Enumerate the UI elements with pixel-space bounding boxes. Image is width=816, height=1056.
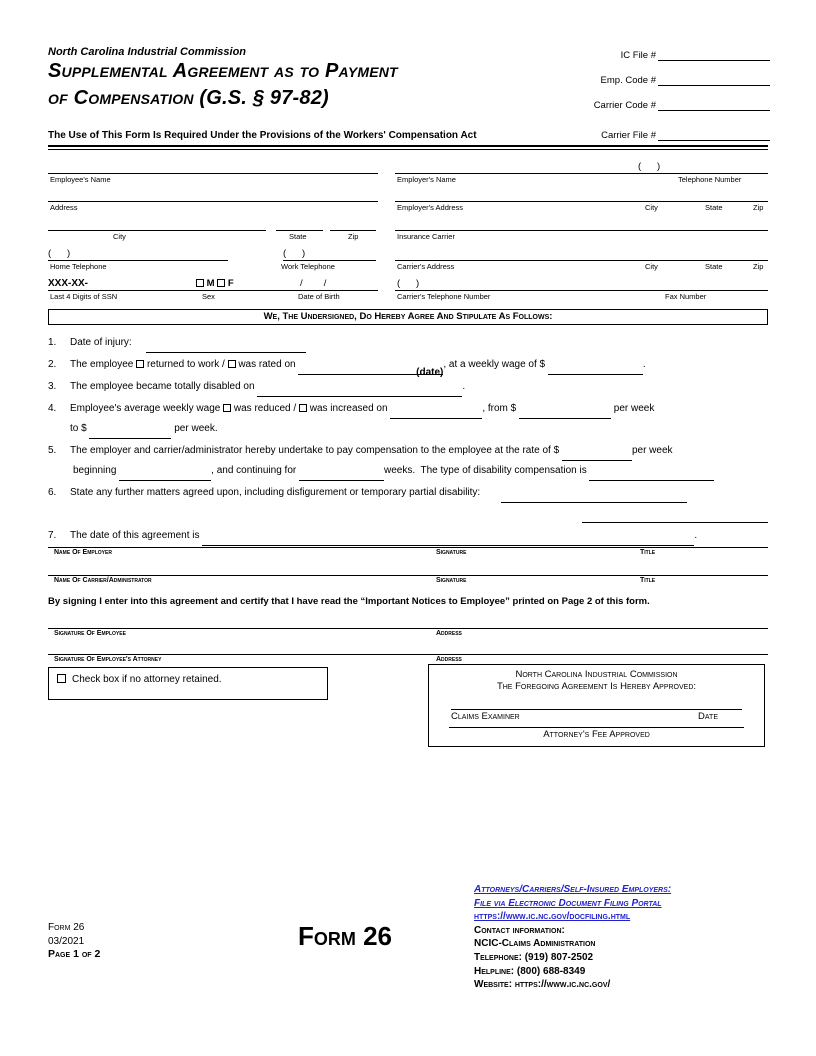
carrier-file-label: Carrier File # [601, 130, 656, 141]
signature-of-attorney-label: Signature Of Employee's Attorney [54, 656, 162, 663]
ncic-claims-administration: NCIC-Claims Administration [474, 938, 596, 950]
item-1-number: 1. [48, 337, 57, 348]
work-phone-area-code: ( ) [283, 248, 306, 259]
carrier-file-line[interactable] [658, 130, 770, 141]
header-code-fields [588, 47, 770, 122]
wage-change-date-line[interactable] [390, 407, 482, 419]
returned-to-work-checkbox[interactable] [136, 360, 144, 368]
employee-state-label: State [289, 232, 307, 241]
item-4-text-f: to $ [70, 423, 87, 434]
helpline-number: Helpline: (800) 688-8349 [474, 965, 586, 977]
form-title-line2: of Compensation (G.S. § 97-82) [48, 87, 329, 109]
carrier-address-label: Carrier's Address [397, 262, 455, 271]
item-6-text: State any further matters agreed upon, including disfigurement or temporary partial disability: [70, 487, 481, 498]
signature-of-employee-label: Signature Of Employee [54, 630, 126, 637]
employee-signature-line[interactable] [48, 628, 768, 629]
beginning-date-line[interactable] [119, 469, 211, 481]
home-phone-line[interactable] [48, 260, 228, 261]
item-5-text-e: weeks. The type of disability compensation is [384, 465, 587, 476]
employee-ssn-sex-dob-row [48, 271, 378, 301]
employee-section [48, 152, 378, 301]
stipulation-items [48, 333, 768, 548]
item-4-text-g: per week. [174, 423, 218, 434]
name-of-employer-label: Name Of Employer [54, 549, 112, 556]
emp-code-line[interactable] [658, 75, 770, 86]
carrier-phone-line[interactable] [395, 290, 768, 291]
sex-female-checkbox[interactable] [217, 279, 225, 287]
item-2-text-e: . [642, 359, 646, 370]
item-6 [48, 483, 768, 523]
employer-address-row [395, 184, 768, 212]
signing-notice: By signing I enter into this agreement and certify that I have read the “Important Notices to Employee” printed on Page 2 of this form. [48, 596, 650, 607]
no-attorney-box [48, 667, 328, 700]
carrier-phone-row [395, 271, 768, 301]
efile-portal-text: File via Electronic Document Filing Portal [474, 897, 662, 909]
wage-to-line[interactable] [89, 427, 171, 439]
emp-code-field [588, 72, 770, 86]
weeks-line[interactable] [299, 469, 384, 481]
footer-left [48, 921, 100, 962]
carrier-zip-label: Zip [753, 262, 764, 271]
item-7-number: 7. [48, 530, 57, 541]
employer-signature-row [48, 535, 768, 561]
wage-from-line[interactable] [519, 407, 611, 419]
item-2-text-b: returned to work / [146, 359, 225, 370]
employer-phone-label: Telephone Number [678, 175, 742, 184]
carrier-code-label: Carrier Code # [593, 100, 656, 111]
dob-slash-mask: / / [300, 278, 327, 289]
employer-signature-label: Signature [436, 549, 467, 556]
carrier-signature-line[interactable] [48, 575, 768, 576]
sex-checkboxes [196, 278, 234, 289]
employer-name-label: Employer's Name [397, 175, 456, 184]
employer-name-line[interactable] [395, 173, 768, 174]
employer-zip-label: Zip [753, 203, 764, 212]
commission-approval-box [428, 664, 765, 747]
fax-label: Fax Number [665, 292, 707, 301]
employee-name-line[interactable] [48, 173, 378, 174]
item-5-text-c: beginning [73, 465, 117, 476]
employer-phone-area-code: ( ) [638, 161, 661, 172]
item-7-text-b: . [694, 530, 698, 541]
emp-code-label: Emp. Code # [600, 75, 656, 86]
footer-form-title: Form 26 [298, 921, 393, 951]
claims-examiner-label: Claims Examiner [451, 711, 520, 722]
dob-label: Date of Birth [298, 292, 340, 301]
carrier-signature-row [48, 563, 768, 589]
carrier-title-label: Title [640, 577, 656, 584]
item-4-text-e: per week [613, 403, 655, 414]
employee-phones-row [48, 241, 378, 271]
item-4-text-c: was increased on [309, 403, 388, 414]
approval-commission-name: North Carolina Industrial Commission [515, 669, 678, 680]
employee-state-line[interactable] [276, 230, 323, 231]
sex-label: Sex [202, 292, 215, 301]
employee-address-label2: Address [436, 630, 462, 637]
stipulation-banner: We, The Undersigned, Do Hereby Agree And Stipulate As Follows: [48, 309, 768, 325]
employer-name-row [395, 152, 768, 184]
no-attorney-label: Check box if no attorney retained. [72, 674, 222, 685]
item-5 [48, 441, 768, 481]
carrier-state-label: State [705, 262, 723, 271]
item-2 [48, 355, 768, 378]
employee-zip-label: Zip [348, 232, 359, 241]
ic-file-field [588, 47, 770, 61]
approval-date-label: Date [698, 711, 718, 722]
employee-address-label: Address [50, 203, 78, 212]
work-phone-line[interactable] [283, 260, 376, 261]
attorney-address-label: Address [436, 656, 462, 663]
further-matters-line-1[interactable] [501, 491, 687, 503]
employee-zip-line[interactable] [330, 230, 376, 231]
footer-page-number: Page 1 of 2 [48, 948, 101, 960]
insurance-carrier-line[interactable] [395, 230, 768, 231]
docfiling-url-link[interactable]: https://www.ic.nc.gov/docfiling.html [474, 911, 631, 923]
footer-form-number: Form 26 [48, 922, 85, 933]
home-phone-label: Home Telephone [50, 262, 107, 271]
compensation-rate-line[interactable] [562, 449, 632, 461]
telephone-number: Telephone: (919) 807-2502 [474, 951, 594, 963]
ssn-sex-dob-line[interactable] [48, 290, 378, 291]
work-phone-label: Work Telephone [281, 262, 335, 271]
carrier-code-line[interactable] [658, 100, 770, 111]
carrier-phone-area-code: ( ) [397, 278, 420, 289]
employer-address-line[interactable] [395, 201, 768, 202]
name-of-carrier-label: Name Of Carrier/Administrator [54, 577, 152, 584]
further-matters-line-2[interactable] [582, 511, 768, 523]
item-5-number: 5. [48, 445, 57, 456]
item-2-text-a: The employee [70, 359, 134, 370]
item-3-number: 3. [48, 381, 57, 392]
attorney-fee-label: Attorney's Fee Approved [543, 729, 650, 740]
attorney-signature-line[interactable] [48, 654, 768, 655]
ic-file-line[interactable] [658, 50, 770, 61]
weekly-wage-line[interactable] [548, 363, 643, 375]
header-left [48, 46, 528, 112]
contact-information-heading: Contact information: [474, 924, 565, 936]
employee-signature-row [48, 616, 768, 642]
sex-male-checkbox[interactable] [196, 279, 204, 287]
carrier-address-line[interactable] [395, 260, 768, 261]
claims-examiner-line[interactable] [451, 702, 742, 710]
item-7-text-a: The date of this agreement is [70, 530, 200, 541]
form-title-line1: Supplemental Agreement as to Payment [48, 60, 398, 82]
item-4-text-b: was reduced / [233, 403, 297, 414]
item-5-text-a: The employer and carrier/administrator hereby undertake to pay compensation to the employee at the rate of $ [70, 445, 560, 456]
employee-name-row [48, 152, 378, 184]
employer-address-label: Employer's Address [397, 203, 464, 212]
carrier-signature-label: Signature [436, 577, 467, 584]
item-2-number: 2. [48, 359, 57, 370]
item-2-text-c: was rated on [238, 359, 296, 370]
employee-city-state-zip-row [48, 212, 378, 241]
carrier-address-row [395, 241, 768, 271]
disability-type-line[interactable] [589, 469, 714, 481]
agency-name: North Carolina Industrial Commission [48, 46, 247, 58]
totally-disabled-date-line[interactable] [257, 385, 462, 397]
website-url-link[interactable]: Website: https://www.ic.nc.gov/ [474, 979, 611, 991]
item-2-text-d: , at a weekly wage of $ [443, 359, 546, 370]
employer-section [395, 152, 768, 301]
ssn-label: Last 4 Digits of SSN [50, 292, 118, 301]
footer-filing-info [474, 883, 770, 992]
carrier-code-field [588, 97, 770, 111]
signature-section [48, 535, 768, 668]
employee-address-row [48, 184, 378, 212]
employer-city-label: City [645, 203, 658, 212]
approval-statement: The Foregoing Agreement Is Hereby Approved: [496, 681, 697, 692]
item-4-text-a: Employee's average weekly wage [70, 403, 221, 414]
employee-address-line[interactable] [48, 201, 378, 202]
was-rated-checkbox[interactable] [228, 360, 236, 368]
item-4 [48, 399, 768, 439]
item-6-number: 6. [48, 487, 57, 498]
employer-title-label: Title [640, 549, 656, 556]
ssn-prefix: XXX-XX- [48, 278, 89, 289]
item-3-text-a: The employee became totally disabled on [70, 381, 255, 392]
item-1 [48, 333, 768, 353]
footer-revision-date: 03/2021 [48, 935, 85, 947]
insurance-carrier-label: Insurance Carrier [397, 232, 455, 241]
header-divider-rule [48, 145, 768, 150]
employee-name-label: Employee's Name [50, 175, 111, 184]
home-phone-area-code: ( ) [48, 248, 71, 259]
item-3-text-b: . [462, 381, 466, 392]
item-5-text-b: per week [631, 445, 673, 456]
carrier-city-label: City [645, 262, 658, 271]
item-3 [48, 377, 768, 397]
sex-male-label: M [206, 278, 215, 289]
wage-reduced-checkbox[interactable] [223, 404, 231, 412]
employer-signature-line[interactable] [48, 547, 768, 548]
employee-city-line[interactable] [48, 230, 266, 231]
employee-city-label: City [113, 232, 126, 241]
insurance-carrier-row [395, 212, 768, 241]
employer-state-label: State [705, 203, 723, 212]
date-hint: (date) [416, 367, 444, 378]
required-note: The Use of This Form Is Required Under the Provisions of the Workers' Compensation Act [48, 130, 477, 141]
no-attorney-checkbox[interactable] [57, 674, 66, 683]
item-1-text: Date of injury: [70, 337, 132, 348]
item-4-text-d: , from $ [482, 403, 517, 414]
item-5-text-d: , and continuing for [211, 465, 297, 476]
sex-female-label: F [227, 278, 234, 289]
attorneys-carriers-heading: Attorneys/Carriers/Self-Insured Employers: [474, 884, 672, 895]
ic-file-label: IC File # [620, 50, 656, 61]
item-4-number: 4. [48, 403, 57, 414]
carrier-phone-label: Carrier's Telephone Number [397, 292, 491, 301]
wage-increased-checkbox[interactable] [299, 404, 307, 412]
date-of-injury-line[interactable] [146, 341, 306, 353]
rated-date-line[interactable] [298, 363, 444, 378]
